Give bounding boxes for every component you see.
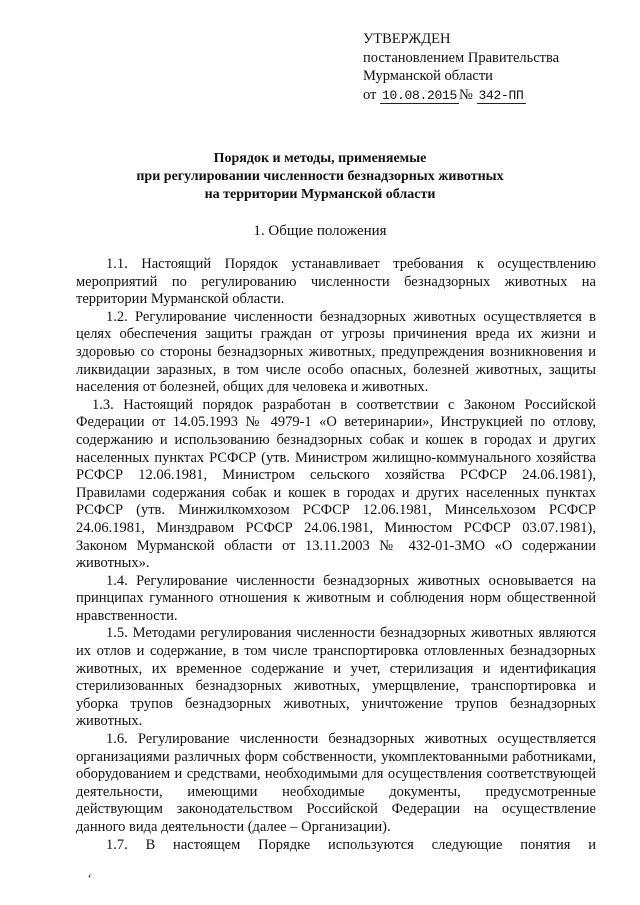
document-body — [76, 256, 596, 854]
paragraph-1-1: 1.1. Настоящий Порядок устанавливает требования к осуществлению мероприятий по регулированию численности безнадзорных животных на территории Мурманской области. — [76, 256, 596, 308]
paragraph-1-5: 1.5. Методами регулирования численности безнадзорных животных являются их отлов и содержание, в том числе транспортировка отловленных безнадзорных животных, их временное содержание и учет, стерилизация и идентификация стерилизованных безнадзорных животных, умерщвление, транспортировка и уборка трупов безнадзорных животных, уничтожение трупов безнадзорных животных. — [76, 625, 596, 730]
paragraph-1-6: 1.6. Регулирование численности безнадзорных животных осуществляется организациями различных форм собственности, укомплектованными работниками, оборудованием и средствами, необходимыми для осуществления соответствующей деятельности, имеющими необходимые документы, предусмотренные действующим законодательством Российской Федерации на осуществление данного вида деятельности (далее – Организации). — [76, 731, 596, 835]
approval-date: 10.08.2015 — [382, 87, 458, 103]
approval-title: УТВЕРЖДЕН — [363, 31, 451, 47]
approval-line-region: Мурманской области — [363, 68, 493, 84]
date-prefix: от — [363, 86, 377, 103]
paragraph-1-7: 1.7. В настоящем Порядке используются следующие понятия и — [106, 836, 596, 853]
title-line-1: Порядок и методы, применяемые — [213, 151, 427, 166]
pen-mark: ʻ — [83, 871, 94, 888]
section-heading: 1. Общие положения — [253, 223, 387, 239]
approval-line-resolution: постановлением Правительства — [363, 49, 560, 66]
title-line-3: на территории Мурманской области — [204, 187, 436, 202]
number-prefix: № — [459, 86, 473, 103]
paragraph-1-2: 1.2. Регулирование численности безнадзорных животных осуществляется в целях обеспечения защиты граждан от угрозы причинения вреда их жизни и здоровью со стороны безнадзорных животных, предупреждения возникновения и ликвидации заразных, в том числе особо опасных, болезней животных, защиты населения от болезней, общих для человека и животных. — [76, 308, 596, 396]
approval-block — [363, 30, 603, 105]
approval-date-line — [363, 86, 603, 106]
document-title — [90, 150, 550, 204]
approval-number: 342-ПП — [478, 87, 524, 103]
title-line-2: при регулировании численности безнадзорных животных — [136, 169, 504, 184]
paragraph-1-3: 1.3. Настоящий порядок разработан в соответствии с Законом Российской Федерации от 14.05.1993 № 4979-1 «О ветеринарии», Инструкцией по отлову, содержанию и использованию безнадзорных собак и кошек в городах и других населенных пунктах РСФСР (утв. Министром жилищно-коммунального хозяйства РСФСР 12.06.1981, Министром сельского хозяйства РСФСР 24.06.1981), Правилами содержания собак и кошек в городах и других населенных пунктах РСФСР (утв. Минжилкомхозом РСФСР 12.06.1981, Минсельхозом РСФСР 24.06.1981, Минздравом РСФСР 24.06.1981, Минюстом РСФСР 03.07.1981), Законом Мурманской области от 13.11.2003 № 432-01-ЗМО «О содержании животных». — [76, 396, 596, 572]
paragraph-1-4: 1.4. Регулирование численности безнадзорных животных основывается на принципах гуманного отношения к животным и соблюдения норм общественной нравственности. — [76, 572, 596, 624]
